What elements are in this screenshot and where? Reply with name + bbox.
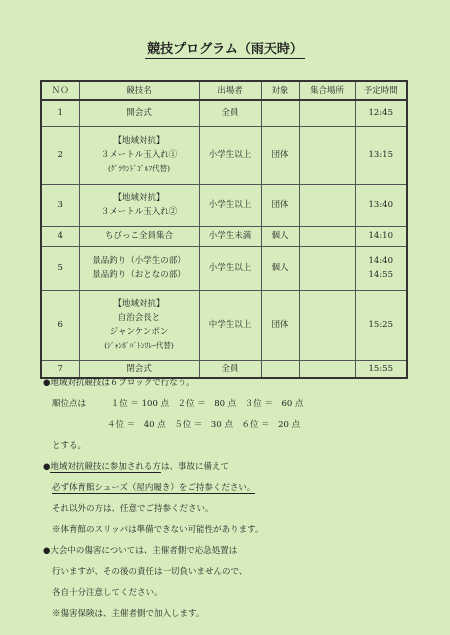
cell-no: 2: [41, 126, 79, 184]
points-row1: １位 ＝ 100 点 ２位 ＝ 80 点 ３位 ＝ 60 点: [110, 399, 304, 409]
note-injury-line2: 行いますが、その後の責任は一切負いませんので、: [52, 567, 248, 577]
cell-event-line: (ｼﾞｬﾝﾎﾞﾊﾞﾄﾝﾘﾚｰ代替): [104, 341, 174, 350]
cell-target: [261, 100, 299, 126]
cell-time-line: 14:40: [368, 256, 393, 266]
cell-event-line: (ｸﾞﾗｳﾝﾄﾞｺﾞﾙﾌ代替): [107, 164, 171, 173]
cell-target: 個人: [261, 246, 299, 290]
cell-event: [79, 100, 199, 126]
cell-target: 団体: [261, 184, 299, 226]
cell-time-line: 13:40: [368, 200, 393, 210]
cell-event-line: ちびっこ全員集合: [104, 231, 173, 241]
cell-place: [299, 126, 355, 184]
note-shoes-underlined: 地域対抗競技に参加される方: [50, 462, 161, 472]
table-row: [41, 126, 407, 184]
cell-event: [79, 246, 199, 290]
header-target: 対象: [261, 81, 299, 100]
cell-place: [299, 246, 355, 290]
cell-time: [355, 126, 407, 184]
program-table: [40, 80, 408, 379]
notes: [43, 373, 423, 625]
cell-participants: 小学生以上: [199, 184, 261, 226]
cell-participants: 全員: [199, 360, 261, 378]
note-shoes-line3: それ以外の方は、任意でご持参ください。: [52, 504, 214, 514]
note-injury-line3: 各自十分注意してください。: [52, 588, 163, 598]
table-row: [41, 184, 407, 226]
cell-time: [355, 290, 407, 360]
cell-time-line: 12:45: [368, 108, 393, 119]
cell-target: 団体: [261, 290, 299, 360]
note-shoes-line4: ※体育館のスリッパは準備できない可能性があります。: [52, 525, 264, 535]
cell-event-line: ３メートル玉入れ②: [100, 207, 178, 217]
cell-target: 個人: [261, 226, 299, 246]
cell-no: 6: [41, 290, 79, 360]
cell-event-line: 景品釣り（おとなの部）: [92, 270, 186, 280]
cell-place: [299, 184, 355, 226]
cell-event-line: 景品釣り（小学生の部）: [92, 256, 186, 266]
cell-place: [299, 290, 355, 360]
header-no: ＮＯ: [41, 81, 79, 100]
table-row: [41, 290, 407, 360]
cell-participants: 小学生以上: [199, 126, 261, 184]
note-shoes-line2: 必ず体育館シューズ（屋内履き）をご持参ください。: [52, 483, 256, 493]
cell-participants: 小学生以上: [199, 246, 261, 290]
cell-event-line: 【地域対抗】: [113, 136, 165, 146]
cell-event: [79, 184, 199, 226]
note-rule: ●地域対抗競技は６ブロックで行なう。: [43, 378, 195, 388]
cell-time-line: 14:10: [368, 231, 393, 241]
cell-place: [299, 100, 355, 126]
cell-event-line: ジャンケンポン: [109, 327, 169, 337]
table-row: [41, 100, 407, 126]
table-header-row: [41, 81, 407, 100]
cell-no: 7: [41, 360, 79, 378]
cell-no: 1: [41, 100, 79, 126]
note-shoes: ●地域対抗競技に参加される方は、事故に備えて: [43, 462, 229, 472]
cell-time-line: 15:55: [368, 363, 393, 374]
cell-time: [355, 246, 407, 290]
note-end: とする。: [52, 441, 87, 451]
cell-participants: 小学生未満: [199, 226, 261, 246]
cell-time: [355, 100, 407, 126]
cell-no: 3: [41, 184, 79, 226]
cell-event-line: 自治会長と: [117, 313, 161, 323]
header-place: 集合場所: [299, 81, 355, 100]
cell-event: [79, 226, 199, 246]
header-participants: 出場者: [199, 81, 261, 100]
page-title: 競技プログラム（雨天時）: [147, 42, 303, 57]
cell-event-line: 閉会式: [126, 363, 152, 374]
cell-no: 4: [41, 226, 79, 246]
header-event: 競技名: [79, 81, 199, 100]
note-injury-line1: ●大会中の傷害については、主催者側で応急処置は: [43, 546, 238, 556]
cell-no: 5: [41, 246, 79, 290]
cell-time-line: 14:55: [368, 270, 393, 280]
cell-event-line: 開会式: [126, 108, 152, 119]
cell-event-line: 【地域対抗】: [113, 193, 165, 203]
note-injury-line4: ※傷害保険は、主催者側で加入します。: [52, 609, 205, 619]
cell-event: [79, 126, 199, 184]
table-row: [41, 226, 407, 246]
cell-event-line: 【地域対抗】: [113, 299, 165, 309]
points-label: 順位点は: [52, 399, 87, 409]
cell-time-line: 15:25: [368, 320, 393, 330]
cell-event-line: ３メートル玉入れ①: [100, 150, 178, 160]
cell-time: [355, 184, 407, 226]
cell-place: [299, 226, 355, 246]
cell-target: 団体: [261, 126, 299, 184]
table-row: [41, 246, 407, 290]
cell-participants: 全員: [199, 100, 261, 126]
header-time: 予定時間: [355, 81, 407, 100]
cell-event: [79, 290, 199, 360]
cell-participants: 中学生以上: [199, 290, 261, 360]
points-row2: ４位 ＝ 40 点 ５位 ＝ 30 点 ６位 ＝ 20 点: [107, 420, 301, 430]
note-points-row1: [43, 394, 423, 415]
cell-time: [355, 226, 407, 246]
cell-time-line: 13:15: [368, 150, 393, 160]
